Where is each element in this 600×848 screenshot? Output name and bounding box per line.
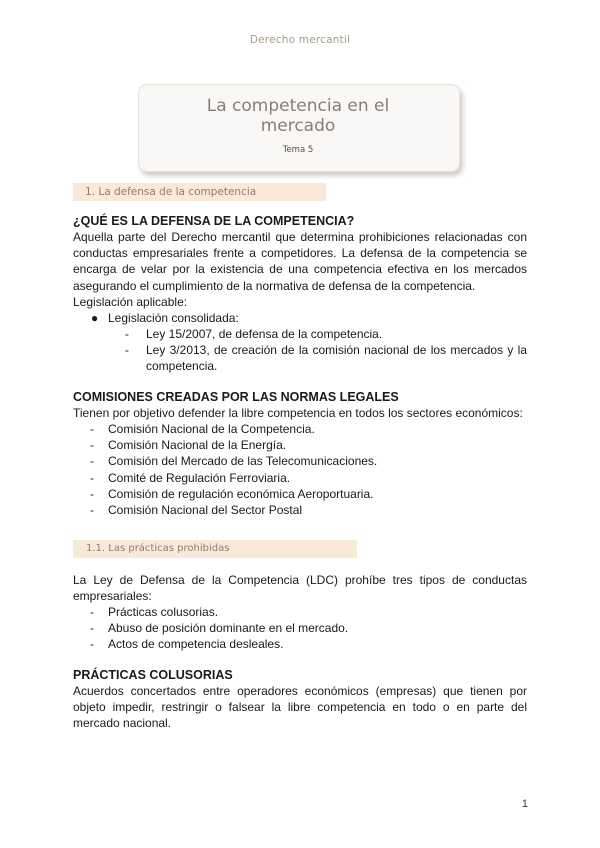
dash-icon: - xyxy=(90,422,94,436)
dash-icon: - xyxy=(90,470,94,485)
sub-item-ley-15: Ley 15/2007, de defensa de la competencia. xyxy=(146,327,383,341)
document-subtitle: Tema 5 xyxy=(282,145,314,155)
paragraph-ldc xyxy=(73,572,527,604)
paragraph-line: objeto impedir, restringir o falsear la libre competencia en todo o en parte del xyxy=(73,700,527,715)
paragraph-line: Aquella parte del Derecho mercantil que determina prohibiciones relacionadas con xyxy=(73,230,527,244)
list-item: Comisión Nacional de la Energía. xyxy=(108,438,287,453)
section-heading-1-1: 1.1. Las prácticas prohibidas xyxy=(73,540,357,558)
dash-icon: - xyxy=(125,327,129,341)
paragraph-line: asegurando el cumplimiento de la normativa de defensa de la competencia. xyxy=(73,278,476,293)
dash-icon: - xyxy=(90,503,94,518)
heading-colusorias: PRÁCTICAS COLUSORIAS xyxy=(73,668,233,682)
dash-icon: - xyxy=(90,438,94,453)
list-item: Comisión de regulación económica Aeroportuaria. xyxy=(108,486,374,501)
legislacion-label: Legislación aplicable: xyxy=(73,294,188,309)
dash-icon: - xyxy=(90,605,94,619)
list-item: Comisión del Mercado de las Telecomunicaciones. xyxy=(108,454,378,469)
ldc-list xyxy=(90,604,348,653)
list-item: Comité de Regulación Ferroviaria. xyxy=(108,470,291,485)
list-item: Comisión Nacional de la Competencia. xyxy=(108,422,315,436)
page-number: 1 xyxy=(521,798,528,810)
sub-item-ley-3 xyxy=(146,342,527,374)
heading-comisiones: COMISIONES CREADAS POR LAS NORMAS LEGALES xyxy=(73,390,399,404)
paragraph-definicion xyxy=(73,229,527,310)
sub-item-line: competencia. xyxy=(146,359,218,374)
list-item: Abuso de posición dominante en el mercado. xyxy=(108,621,349,636)
bullet-legislacion: Legislación consolidada: xyxy=(108,311,239,325)
title-line-1: La competencia en el xyxy=(206,96,390,116)
paragraph-line: Acuerdos concertados entre operadores económicos (empresas) que tienen por xyxy=(73,684,527,698)
document-title xyxy=(138,96,458,136)
dash-icon: - xyxy=(90,637,94,652)
page-header: Derecho mercantil xyxy=(249,34,351,46)
dash-icon: - xyxy=(90,621,94,636)
dash-icon: - xyxy=(90,486,94,501)
comisiones-list xyxy=(90,421,377,518)
title-line-2: mercado xyxy=(260,116,336,136)
list-item: Prácticas colusorias. xyxy=(108,605,219,619)
paragraph-line: conductas empresariales frente a competidores. La defensa de la competencia se xyxy=(73,246,527,261)
paragraph-line: empresariales: xyxy=(73,589,152,604)
list-item: Comisión Nacional del Sector Postal xyxy=(108,503,303,518)
sub-item-line: Ley 3/2013, de creación de la comisión nacional de los mercados y la xyxy=(146,343,527,357)
paragraph-line: encarga de velar por la existencia de una competencia efectiva en los mercados xyxy=(73,262,527,277)
bullet-icon: ● xyxy=(91,311,99,325)
paragraph-line: La Ley de Defensa de la Competencia (LDC) prohíbe tres tipos de conductas xyxy=(73,573,527,587)
section-heading-1: 1. La defensa de la competencia xyxy=(73,183,326,201)
heading-que-es: ¿QUÉ ES LA DEFENSA DE LA COMPETENCIA? xyxy=(73,214,355,228)
dash-icon: - xyxy=(125,343,129,357)
dash-icon: - xyxy=(90,454,94,469)
comisiones-intro: Tienen por objetivo defender la libre competencia en todos los sectores económicos: xyxy=(73,406,523,420)
paragraph-colusorias xyxy=(73,683,527,732)
list-item: Actos de competencia desleales. xyxy=(108,637,284,652)
paragraph-line: mercado nacional. xyxy=(73,716,172,731)
